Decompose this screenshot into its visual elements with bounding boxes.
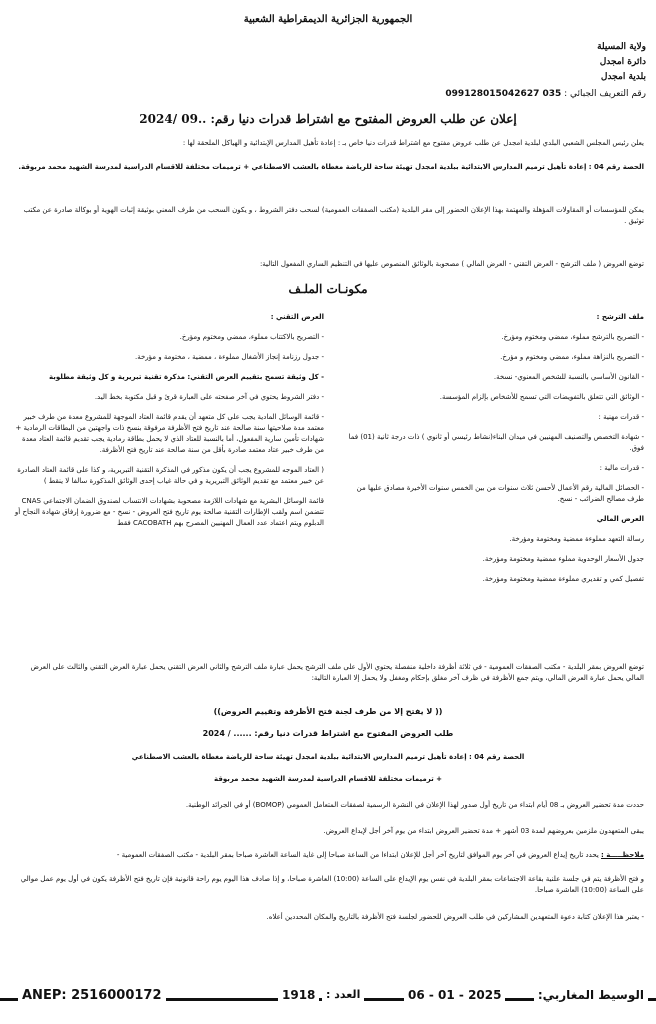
technical-item: - دفتر الشروط يحتوي في آخر صفحته على العبارة قرئ و قبل مكتوبة بخط اليد. (94, 393, 324, 401)
remark-heading: ملاحظـــــة : (601, 851, 644, 859)
tax-id-label: رقم التعريف الجبائي : (564, 89, 646, 99)
remark-text-3: - يعتبر هذا الإعلان كتابة دعوة المتعهدين المشاركين في طلب العروض للحضور لجلسة فتح الأظرفة بالتاريخ والمكان المحددين أعلاه. (266, 913, 644, 921)
technical-item: - جدول رزنامة إنجاز الأشغال مملوءة ، ممضية ، مختومة و مؤرخة. (134, 353, 324, 361)
footer-anep: ANEP: 2516000172 (18, 988, 166, 1003)
daira-name: دائرة امجدل (599, 57, 646, 67)
candidacy-item: - التصريح بالنزاهة مملوء، ممضي ومختوم و مؤرخ. (500, 353, 644, 361)
lot-line-1: الحصة رقم 04 : إعادة تأهيل ترميم المدارس الابتدائية ببلدية امجدل تهيئة ساحة للرياضة مغطاة بالعشب الاصطناعي (131, 753, 525, 761)
financial-item: جدول الأسعار الوحدوية مملوء ممضية ومختومة ومؤرخة. (482, 555, 644, 563)
notice-lot: الحصة رقم 04 : إعادة تأهيل ترميم المدارس الابتدائية ببلدية امجدل تهيئة ساحة للرياضة مغطاة بالعشب الاصطناعي + ترميمات مختلفة للاقسام الدراسية لمدرسة الشهيد محمد مربوقة. (18, 163, 644, 171)
validity-text: يبقى المتعهدون ملزمين بعروضهم لمدة 03 أشهر + مدة تحضير العروض ابتداء من يوم آخر أجل لإيداع العروض. (323, 827, 644, 835)
notice-eligibility: يمكن للمؤسسات أو المقاولات المؤهلة والمهتمة بهذا الإعلان الحضور إلى مقر البلدية (مكتب الصفقات العمومية) لسحب دفتر الشروط ، و يكون السحب من طرف المعني بوثيقة إثبات الهوية أو بوكالة صادرة عن مكتب توثيق . (23, 206, 644, 225)
financial-item: رسالة التعهد مملوءة ممضية ومختومة ومؤرخة. (509, 535, 644, 543)
tax-id-value: 099128015042627 035 (445, 89, 562, 99)
candidacy-column (342, 312, 644, 594)
notice-title: إعلان عن طلب العروض المفتوح مع اشتراط قدرات دنيا رقم: ..09 /2024 (139, 112, 517, 126)
wilaya-name: ولاية المسيلة (597, 42, 646, 52)
deposit-warning: (( لا يفتح إلا من طرف لجنة فتح الأظرفة وتقييم العروض)) (213, 707, 443, 716)
technical-heading: العرض التقني : (270, 313, 324, 321)
deposit-text: توضع العروض بمقر البلدية - مكتب الصفقات العمومية - في ثلاثة أظرفة داخلية منفصلة يحتوي الأول على ملف الترشح يحمل عبارة ملف الترشح والثاني العرض التقني يحمل عبارة العرض التقني والثالث على العرض المالي يحمل عبارة العرض المالي، ويتم جمع الأظرفة في ظرف آخر مغلق بإحكام ومغفل ولا يحمل إلا العبارة التالية: (30, 663, 644, 682)
footer-newspaper: الوسيط المغاربي: (534, 988, 648, 1002)
technical-column (12, 312, 324, 538)
technical-item: - قائمة الوسائل المادية يجب على كل متعهد أن يقدم قائمة العتاد الموجهة للمشروع معدة من طرف خبير معتمد مدة صلاحيتها سنة صالحة عند تاريخ فتح الأظرفة مرفوقة بنسخ ذات واجهتين من البطاقات الرمادية + شهادات تأمين سارية المفعول، أما بالنسبة للعتاد الذي لا يحمل بطاقة رمادية يجب تقديم قائمة العتاد معدة من طرف خبير عتاد معتمد صادرة بأقل من سنة صالحة عند تاريخ فتح الأظرفة. (15, 413, 324, 454)
notice-intro: يعلن رئيس المجلس الشعبي البلدي لبلدية امجدل عن طلب عروض مفتوح مع اشتراط قدرات دنيا خاص بـ : إعادة تأهيل المدارس الإبتدائية و الهياكل الملحقة لها : (182, 139, 644, 147)
financial-item: تفصيل كمي و تقديري مملوءة ممضية ومختومة ومؤرخة. (482, 575, 644, 583)
tax-id-row (445, 89, 646, 99)
footer-issue-number: 1918 (278, 988, 319, 1002)
remark-text-1: يحدد تاريخ إيداع العروض في آخر يوم الموافق لتاريخ آخر أجل للإعلان ابتداءا من الساعة صباحا إلى غاية الساعة العاشرة صباحا بمقر البلدية - مكتب الصفقات العمومية - (116, 851, 599, 859)
financial-heading: العرض المالي (596, 515, 644, 523)
technical-item: - كل وثيقة تسمح بتقييم العرض التقني: مذكرة تقنية تبريرية و كل وثيقة مطلوبة (49, 373, 324, 381)
candidacy-heading: ملف الترشح : (596, 313, 644, 321)
lot-line-2: + ترميمات مختلفة للاقسام الدراسية لمدرسة الشهيد محمد مربوقة (213, 775, 442, 783)
footer-issue-label: العدد : (322, 988, 364, 1001)
technical-item: - التصريح بالاكتتاب مملوء، ممضي ومختوم ومؤرخ. (179, 333, 324, 341)
candidacy-item: - قدرات مالية : (599, 464, 644, 472)
footer-date: 06 - 01 - 2025 (404, 988, 505, 1002)
candidacy-item: - الوثائق التي تتعلق بالتفويضات التي تسمح للأشخاص بإلزام المؤسسة. (439, 393, 644, 401)
republic-title: الجمهورية الجزائرية الديمقراطية الشعبية (243, 14, 413, 25)
commune-name: بلدية امجدل (600, 72, 646, 82)
remark-text-2: و فتح الأظرفة يتم في جلسة علنية بقاعة الاجتماعات بمقر البلدية في نفس يوم الإيداع على الساعة (10:00) العاشرة صباحا، و إذا صادف هذا اليوم يوم راحة قانونية فإن تاريخ فتح الأظرفة يكون في أول يوم عمل موالي على الساعة (10:00) العاشرة صباحا. (20, 875, 644, 894)
technical-item: ( العتاد الموجه للمشروع يجب أن يكون مذكور في المذكرة التقنية التبريرية، و كذا على قائمة العتاد الصادرة عن خبير معتمد مع تقديم الوثائق التبريرية و في حالة غياب إحدى الوثائق المذكورة سالفا لا ينقط ) (17, 466, 324, 485)
technical-item: قائمة الوسائل البشرية مع شهادات اللازمة مصحوبة بشهادات الانتساب لصندوق الضمان الاجتماعي CNAS تتضمن اسم ولقب الإطارات التقنية صالحة يوم تاريخ فتح العروض - نسخ - مع ضرورة إرفاق شهادة النجاح أو الدبلوم ويتم اعتماد عدد العمال المهنيين المصرح بهم CACOBATH فقط (14, 497, 324, 527)
candidacy-item: - القانون الأساسي بالنسبة للشخص المعنوي- نسخة. (493, 373, 644, 381)
remark-block (14, 850, 644, 861)
components-heading: مكونـات الملـف (288, 282, 368, 296)
duration-text: حددت مدة تحضير العروض بـ 08 أيام ابتداء من تاريخ أول صدور لهذا الإعلان في النشرة الرسمية لصفقات المتعامل العمومي (BOMOP) أو في الجرائد الوطنية. (185, 801, 644, 809)
candidacy-item: - الحصائل المالية رقم الأعمال لأحسن ثلاث سنوات من بين الخمس سنوات الأخيرة مصادق عليها من طرف مصالح الضرائب - نسخ. (356, 484, 644, 503)
tender-line: طلب العروض المفتوح مع اشتراط قدرات دنيا رقم: ...... / 2024 (202, 729, 454, 738)
candidacy-item: - شهادة التخصص والتصنيف المهنيين في ميدان البناء(نشاط رئيسي أو ثانوي ) ذات درجة ثانية (01) فما فوق. (348, 433, 644, 452)
submission-intro: توضع العروض ( ملف الترشح - العرض التقني - العرض المالي ) مصحوبة بالوثائق المنصوص عليها في التنظيم الساري المفعول التالية: (259, 260, 644, 268)
candidacy-item: - قدرات مهنية : (598, 413, 644, 421)
candidacy-item: - التصريح بالترشح مملوء، ممضي ومختوم ومؤرخ. (501, 333, 644, 341)
